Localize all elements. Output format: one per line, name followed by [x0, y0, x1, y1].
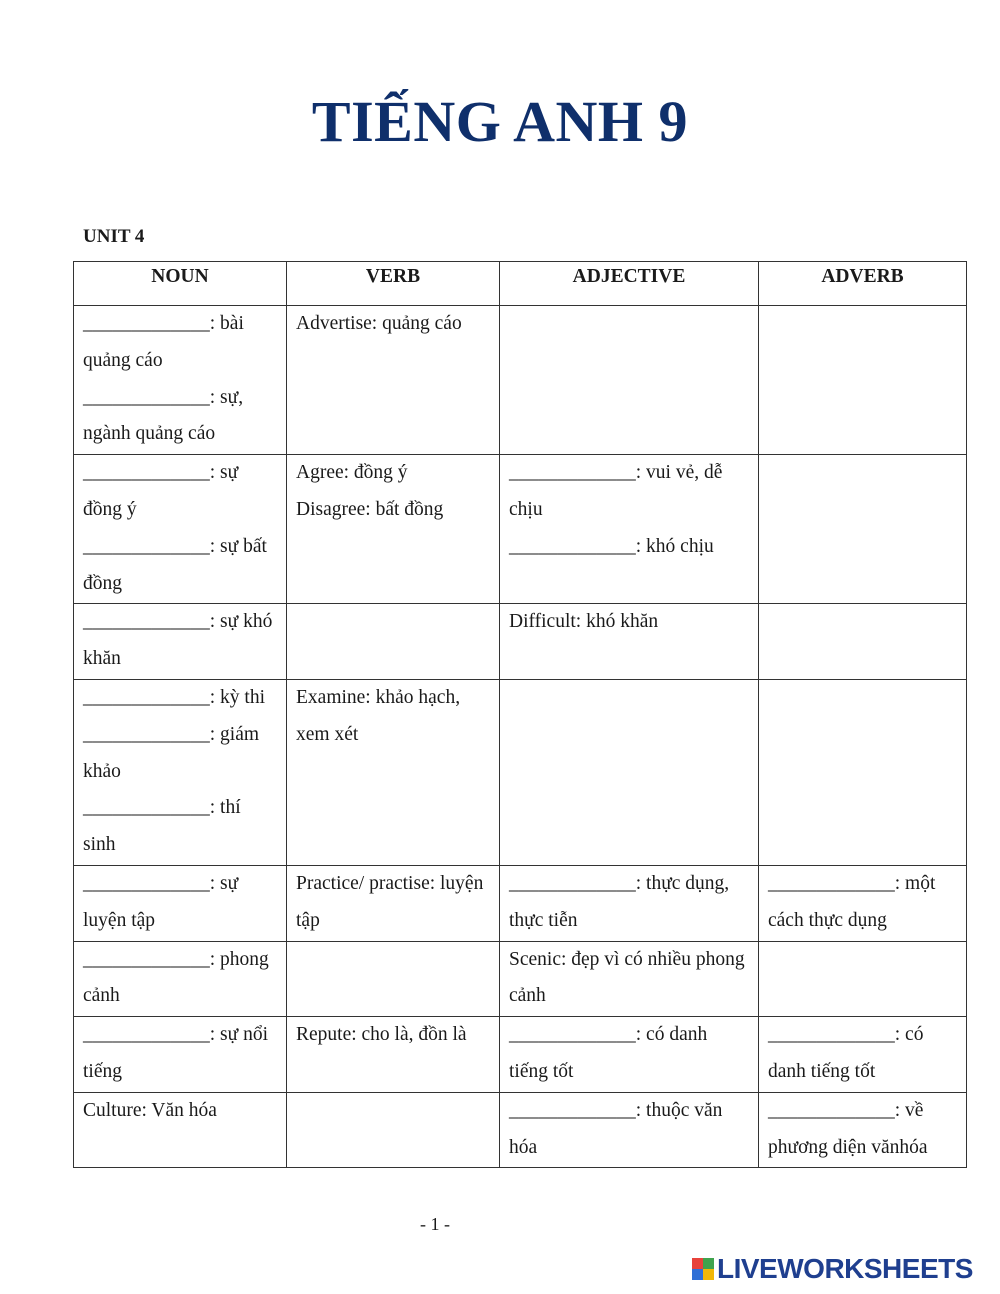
- cell-entry: _____________: thực dụng, thực tiễn: [509, 872, 730, 931]
- cell-entry: _____________: kỳ thi: [83, 686, 266, 708]
- cell-entry: _____________: sự luyện tập: [83, 872, 239, 931]
- vocabulary-table: [73, 261, 967, 1168]
- cell-entry: Scenic: đẹp vì có nhiều phong cảnh: [509, 948, 745, 1007]
- cell-entry: _____________: giám khảo: [83, 723, 260, 782]
- table-row: [74, 604, 967, 680]
- page-number: - 1 -: [420, 1214, 450, 1234]
- table-header-row: [74, 262, 967, 306]
- cell-entry: _____________: sự nổi tiếng: [83, 1024, 268, 1082]
- cell-verb: [287, 1092, 500, 1168]
- cell-entry: _____________: thuộc văn hóa: [509, 1099, 723, 1158]
- cell-adverb: [759, 306, 967, 455]
- cell-adverb: [759, 1017, 967, 1093]
- cell-noun: [74, 941, 287, 1017]
- cell-adjective: [500, 604, 759, 680]
- cell-entry: _____________: khó chịu: [509, 535, 714, 557]
- cell-adjective: [500, 1017, 759, 1093]
- cell-adjective: [500, 306, 759, 455]
- cell-entry: _____________: sự bất đồng: [83, 535, 267, 594]
- cell-entry: _____________: sự, ngành quảng cáo: [83, 386, 244, 445]
- badge-square-4: [703, 1269, 714, 1280]
- header-adjective: ADJECTIVE: [500, 262, 759, 306]
- cell-entry: Agree: đồng ý: [296, 462, 408, 484]
- cell-adjective: [500, 1092, 759, 1168]
- unit-heading: UNIT 4: [83, 226, 145, 247]
- logo-badge-icon: [692, 1258, 714, 1280]
- cell-noun: [74, 1017, 287, 1093]
- cell-entry: _____________: phong cảnh: [83, 948, 269, 1007]
- badge-square-2: [703, 1258, 714, 1269]
- header-adverb: ADVERB: [759, 262, 967, 306]
- cell-noun: [74, 679, 287, 865]
- cell-noun: [74, 455, 287, 604]
- cell-adjective: [500, 941, 759, 1017]
- cell-verb: [287, 941, 500, 1017]
- cell-entry: _____________: có danh tiếng tốt: [509, 1024, 708, 1082]
- cell-adverb: [759, 604, 967, 680]
- cell-adverb: [759, 455, 967, 604]
- table-row: [74, 455, 967, 604]
- table-row: [74, 941, 967, 1017]
- page-title: TIẾNG ANH 9: [311, 89, 689, 154]
- cell-verb: [287, 306, 500, 455]
- cell-entry: Repute: cho là, đồn là: [296, 1024, 467, 1046]
- cell-noun: [74, 1092, 287, 1168]
- cell-adverb: [759, 1092, 967, 1168]
- cell-verb: [287, 679, 500, 865]
- cell-entry: Disagree: bất đồng: [296, 498, 444, 520]
- cell-adverb: [759, 865, 967, 941]
- cell-entry: Examine: khảo hạch, xem xét: [296, 686, 461, 745]
- cell-entry: Culture: Văn hóa: [83, 1099, 217, 1121]
- cell-entry: _____________: về phương diện vănhóa: [768, 1099, 928, 1158]
- table-row: [74, 1017, 967, 1093]
- cell-noun: [74, 865, 287, 941]
- cell-entry: _____________: thí sinh: [83, 797, 241, 856]
- table-body: [74, 306, 967, 1168]
- cell-adjective: [500, 865, 759, 941]
- cell-entry: _____________: một cách thực dụng: [768, 872, 936, 931]
- cell-verb: [287, 604, 500, 680]
- cell-adverb: [759, 941, 967, 1017]
- table-row: [74, 679, 967, 865]
- cell-entry: Difficult: khó khăn: [509, 611, 659, 633]
- cell-entry: _____________: bài quảng cáo: [83, 313, 244, 371]
- cell-entry: _____________: vui vẻ, dễ chịu: [509, 462, 723, 520]
- cell-noun: [74, 306, 287, 455]
- badge-square-3: [692, 1269, 703, 1280]
- cell-entry: Practice/ practise: luyện tập: [296, 872, 484, 931]
- header-verb: VERB: [287, 262, 500, 306]
- cell-entry: Advertise: quảng cáo: [296, 313, 462, 334]
- logo-text: LIVEWORKSHEETS: [717, 1253, 973, 1284]
- cell-adjective: [500, 455, 759, 604]
- cell-entry: _____________: sự khó khăn: [83, 611, 273, 670]
- cell-verb: [287, 1017, 500, 1093]
- cell-adverb: [759, 679, 967, 865]
- header-noun: NOUN: [74, 262, 287, 306]
- cell-entry: _____________: sự đồng ý: [83, 462, 239, 520]
- cell-noun: [74, 604, 287, 680]
- cell-verb: [287, 865, 500, 941]
- table-row: [74, 1092, 967, 1168]
- cell-entry: _____________: có danh tiếng tốt: [768, 1024, 924, 1082]
- table-row: [74, 306, 967, 455]
- badge-square-1: [692, 1258, 703, 1269]
- table-row: [74, 865, 967, 941]
- cell-adjective: [500, 679, 759, 865]
- liveworksheets-logo: [692, 1253, 973, 1285]
- cell-verb: [287, 455, 500, 604]
